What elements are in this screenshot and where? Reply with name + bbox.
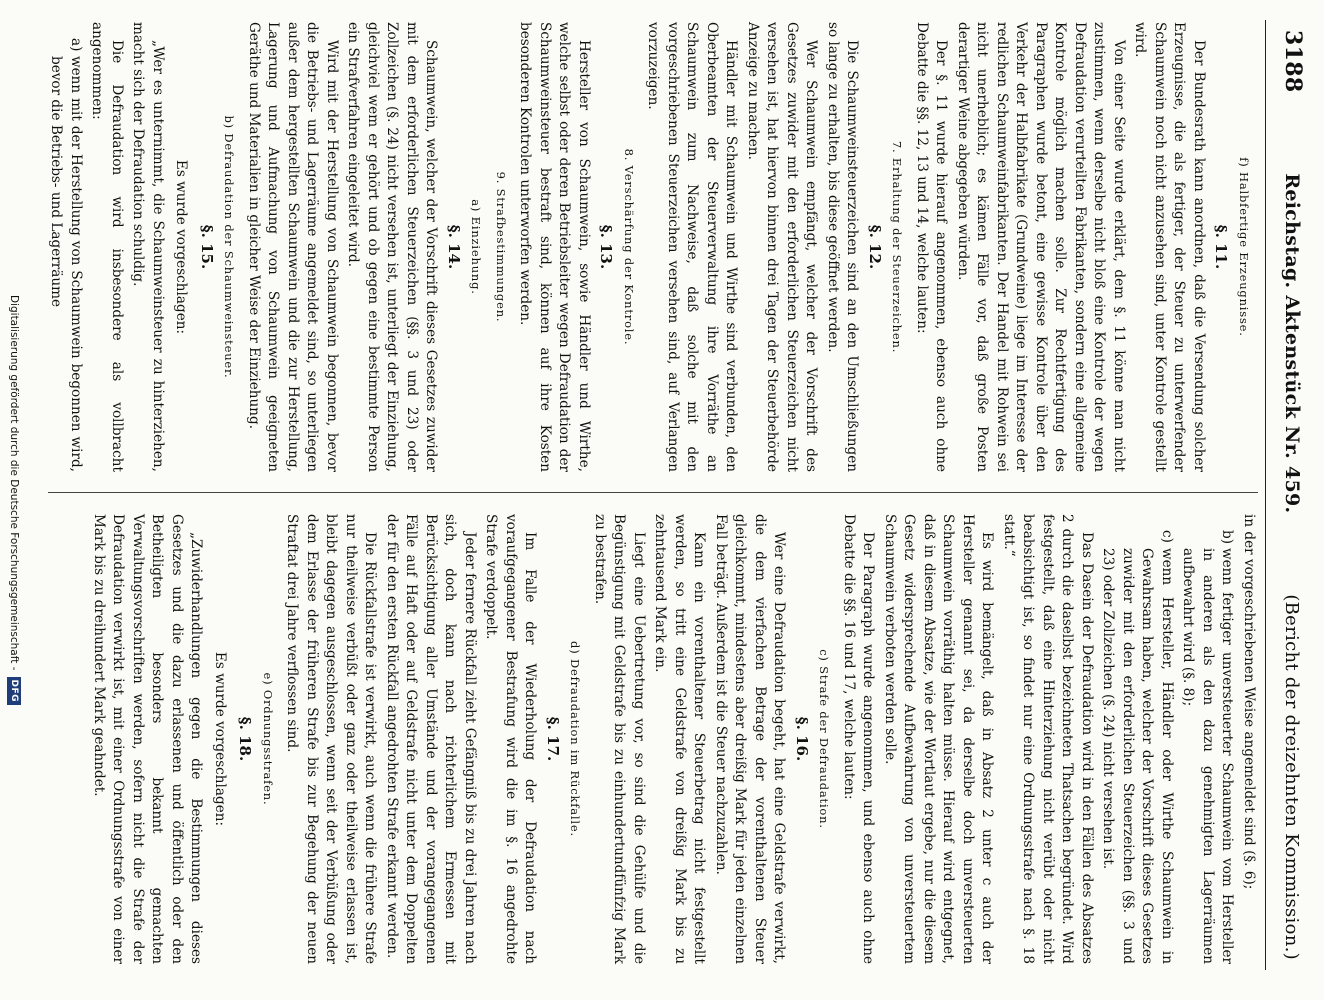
text-paragraph: Wird mit der Herstellung von Schaumwein begonnen, bevor die Betriebs- und Lagerräume angemeldet sind, so unterliegen außer dem hergestellten Schaumwein und die zur Herstellung, Lagerung und Aufmachung von Schaumwein geeigneten Geräthe und Materialien in gleicher Weise der Einziehung. <box>246 22 340 472</box>
page-number: 3188 <box>1280 30 1306 93</box>
section-heading: a) Einziehung. <box>469 199 484 295</box>
text-paragraph: Liegt eine Uebertretung vor, so sind die Gehülfe und die Begünstigung mit Geldstrafe bis zu einhundertundfünfzig Mark zu bestrafen. <box>592 514 647 964</box>
text-paragraph: Hersteller von Schaumwein, sowie Händler und Wirthe, welche selbst oder deren Betriebsleiter wegen Defraudation der Schaumweinsteuer bestraft sind, können auf ihre Kosten besonderen Kontrolen unterworfen werden. <box>517 22 592 472</box>
list-item-text: wenn mit der Herstellung von Schaumwein begonnen wird, bevor die Betriebs- und Lagerräume <box>48 56 84 472</box>
paragraph-number: §. 16. <box>793 716 811 762</box>
text-paragraph: Die Schaumweinsteuerzeichen sind an den Umschließungen so lange zu erhalten, bis diese geöffnet werden. <box>825 22 861 472</box>
list-item-text: wenn fertiger unversteuerter Schaumwein vom Hersteller in anderen als den dazu genehmigten Lagerräumen aufbewahrt wird (§. 8); <box>1180 548 1236 964</box>
section-heading: d) Defraudation im Rückfalle. <box>568 641 583 837</box>
text-paragraph: Das Dasein der Defraudation wird in den Fällen des Absatzes 2 durch die daselbst bezeichneten Thatsachen begründet. Wird festgestellt, daß eine Hinterziehung nicht verübt oder nicht beabsichtigt ist, so findet nur eine Ordnungsstrafe nach §. 18 statt.“ <box>1001 514 1095 964</box>
digitization-footer <box>0 0 28 1000</box>
text-paragraph: Die Defraudation wird insbesondere als vollbracht angenommen: <box>89 22 125 472</box>
text-paragraph: Der Bundesrath kann anordnen, daß die Versendung solcher Erzeugnisse, die als fertiger, der Steuer zu unterwerfender Schaumwein noch nicht anzusehen sind, unter Kontrole gestellt wird. <box>1132 22 1207 472</box>
list-item <box>1178 514 1237 964</box>
list-item <box>1098 514 1176 964</box>
column-divider <box>48 492 1258 493</box>
paragraph-number: §. 17. <box>544 716 562 762</box>
section-heading: 9. Strafbestimmungen. <box>494 171 508 323</box>
text-paragraph: Der Paragraph wurde angenommen, und ebenso auch ohne Debatte die §§. 16 und 17, welche lauten: <box>841 514 877 964</box>
text-paragraph: „Wer es unternimmt, die Schaumweinsteuer zu hinterziehen, macht sich der Defraudation schuldig. <box>130 22 166 472</box>
text-paragraph: Wer eine Defraudation begeht, hat eine Geldstrafe verwirkt, die dem vierfachen Betrage der vorenthaltenen Steuer gleichkommt, mindestens aber dreißig Mark für jeden einzelnen Fall beträgt. Außerdem ist die Steuer nachzuzahlen. <box>713 514 788 964</box>
list-item-label: a) <box>68 38 84 52</box>
text-paragraph: Von einer Seite wurde erklärt, dem §. 11 könne man nicht zustimmen, wenn derselbe nicht bloß eine Kontrole der wegen Defraudation verurteilten Fabrikanten, sondern eine allgemeine Kontrole möglich machen solle. Zur Rechtfertigung des Paragraphen wurde betont, eine gewisse Kontrole über den Verkehr der Halbfabrikate (Grundweine) liege im Interesse der redlichen Schaumweinfabrikanten. Der Handel mit Rohwein sei nicht unerheblich; es kämen Fälle vor, daß große Posten derartiger Weine abgegeben würden. <box>955 22 1127 472</box>
footer-text: Digitalisierung gefördert durch die Deutsche Forschungsgemeinschaft - <box>8 294 20 671</box>
text-paragraph: Kann ein vorenthaltener Steuerbetrag nicht festgestellt werden, so tritt eine Geldstrafe von dreißig Mark bis zu zehntausend Mark ein. <box>652 514 708 964</box>
list-item-text: wenn Hersteller, Händler oder Wirthe Schaumwein in Gewahrsam haben, welcher der Vorschrift dieses Gesetzes zuwider mit den erforderlichen Steuerzeichen (§§. 3 und 23) oder Zollzeichen (§. 24) nicht versehen ist. <box>1100 548 1175 964</box>
list-item-label: b) <box>1219 530 1236 545</box>
page-title: Reichstag. Aktenstück Nr. 459. <box>1281 173 1303 514</box>
paragraph-number: §. 11. <box>1212 224 1231 270</box>
centered-line: Es wurde vorgeschlagen: <box>212 651 228 827</box>
text-paragraph: Händler mit Schaumwein und Wirthe sind verbunden, den Oberbeamten der Steuerverwaltung ihre Vorräthe an Schaumwein zum Nachweise, daß solche mit den vorgeschriebenen Steuerzeichen versehen sind, auf Verlangen vorzuzeigen. <box>645 22 740 472</box>
paragraph-number: §. 18. <box>236 716 255 762</box>
right-column <box>87 514 1259 964</box>
paragraph-number: §. 15. <box>198 224 216 270</box>
section-heading: b) Defraudation der Schaumweinsteuer. <box>222 115 237 379</box>
centered-line: Es wurde vorgeschlagen: <box>173 159 190 335</box>
text-paragraph: Schaumwein, welcher der Vorschrift dieses Gesetzes zuwider mit dem erforderlichen Steuerzeichen (§§. 3 und 23) oder Zollzeichen (§. 24) nicht versehen ist, unterliegt der Einziehung, gleichviel wem er gehört und ob gegen eine bestimmte Person ein Strafverfahren eingeleitet wird. <box>345 22 440 472</box>
section-heading: 8. Verschärfung der Kontrole. <box>622 148 636 346</box>
header-rule <box>1265 20 1266 970</box>
text-paragraph: Es wird bemängelt, daß in Absatz 2 unter c auch der Hersteller genannt sei, da derselbe doch unversteuerten Schaumwein vorräthig halten müsse. Hierauf wird entgegnet, daß in diesem Absatze, wie der Wortlaut ergebe, nur die diesem Gesetz widersprechende Aufbewahrung von unversteuertem Schaumwein verboten werden solle. <box>882 514 996 964</box>
section-heading: 7. Erhaltung der Steuerzeichen. <box>890 140 905 354</box>
page-header <box>1268 30 1306 960</box>
text-paragraph: Die Rückfallstrafe ist verwirkt, auch wenn die frühere Strafe nur theilweise verbüßt oder ganz oder theilweise erlassen ist, bleibt dagegen ausgeschlossen, wenn seit der Verbüßung oder dem Erlasse der früheren Strafe bis zur Begehung der neuen Straftat drei Jahre verflossen sind. <box>284 514 379 964</box>
list-item-label: c) <box>1159 530 1175 543</box>
section-heading: c) Strafe der Defraudation. <box>817 649 832 829</box>
text-paragraph: Im Falle der Wiederholung der Defraudation nach voraufgegangener Bestrafung wird die im §. 16 angedrohte Strafe verdoppelt. <box>483 514 539 964</box>
list-item <box>46 22 85 472</box>
text-paragraph: in der vorgeschriebenen Weise angemeldet sind (§. 6); <box>1241 514 1257 890</box>
text-paragraph: Der §. 11 wurde hierauf angenommen, ebenso auch ohne Debatte die §§. 12, 13 und 14, welche lauten: <box>914 22 950 472</box>
section-heading: f) Halbfertige Erzeugnisse. <box>1237 157 1251 337</box>
section-heading: e) Ordnungsstrafen. <box>261 672 275 806</box>
paragraph-number: §. 14. <box>445 224 463 270</box>
paragraph-number: §. 13. <box>597 224 616 270</box>
dfg-logo: DFG <box>7 677 21 706</box>
text-paragraph: „Zuwiderhandlungen gegen die Bestimmungen dieses Gesetzes und die dazu erlassenen und öffentlich oder den Betheiligten besonders bekannt gemachten Verwaltungsvorschriften werden, sofern nicht die Strafe der Defraudation verwirkt ist, mit einer Ordnungsstrafe von einer Mark bis zu dreihundert Mark geahndet. <box>91 514 205 964</box>
text-paragraph: Jeder fernere Rückfall zieht Gefängniß bis zu drei Jahren nach sich, doch kann nach richterlichem Ermessen mit Berücksichtigung aller Umstände und der vorangegangenen Fälle auf Haft oder auf Geldstrafe nicht unter dem Doppelten der für den ersten Rückfall angedrohten Strafe erkannt werden. <box>384 514 478 964</box>
paragraph-number: §. 12. <box>866 224 884 270</box>
left-column <box>44 22 1258 472</box>
text-paragraph: Wer Schaumwein empfängt, welcher der Vorschrift des Gesetzes zuwider mit den erforderlichen Steuerzeichen nicht versehen ist, hat hiervon binnen drei Tagen der Steuerbehörde Anzeige zu machen. <box>745 22 820 472</box>
page-subtitle: (Bericht der dreizehnten Kommission.) <box>1281 594 1302 960</box>
